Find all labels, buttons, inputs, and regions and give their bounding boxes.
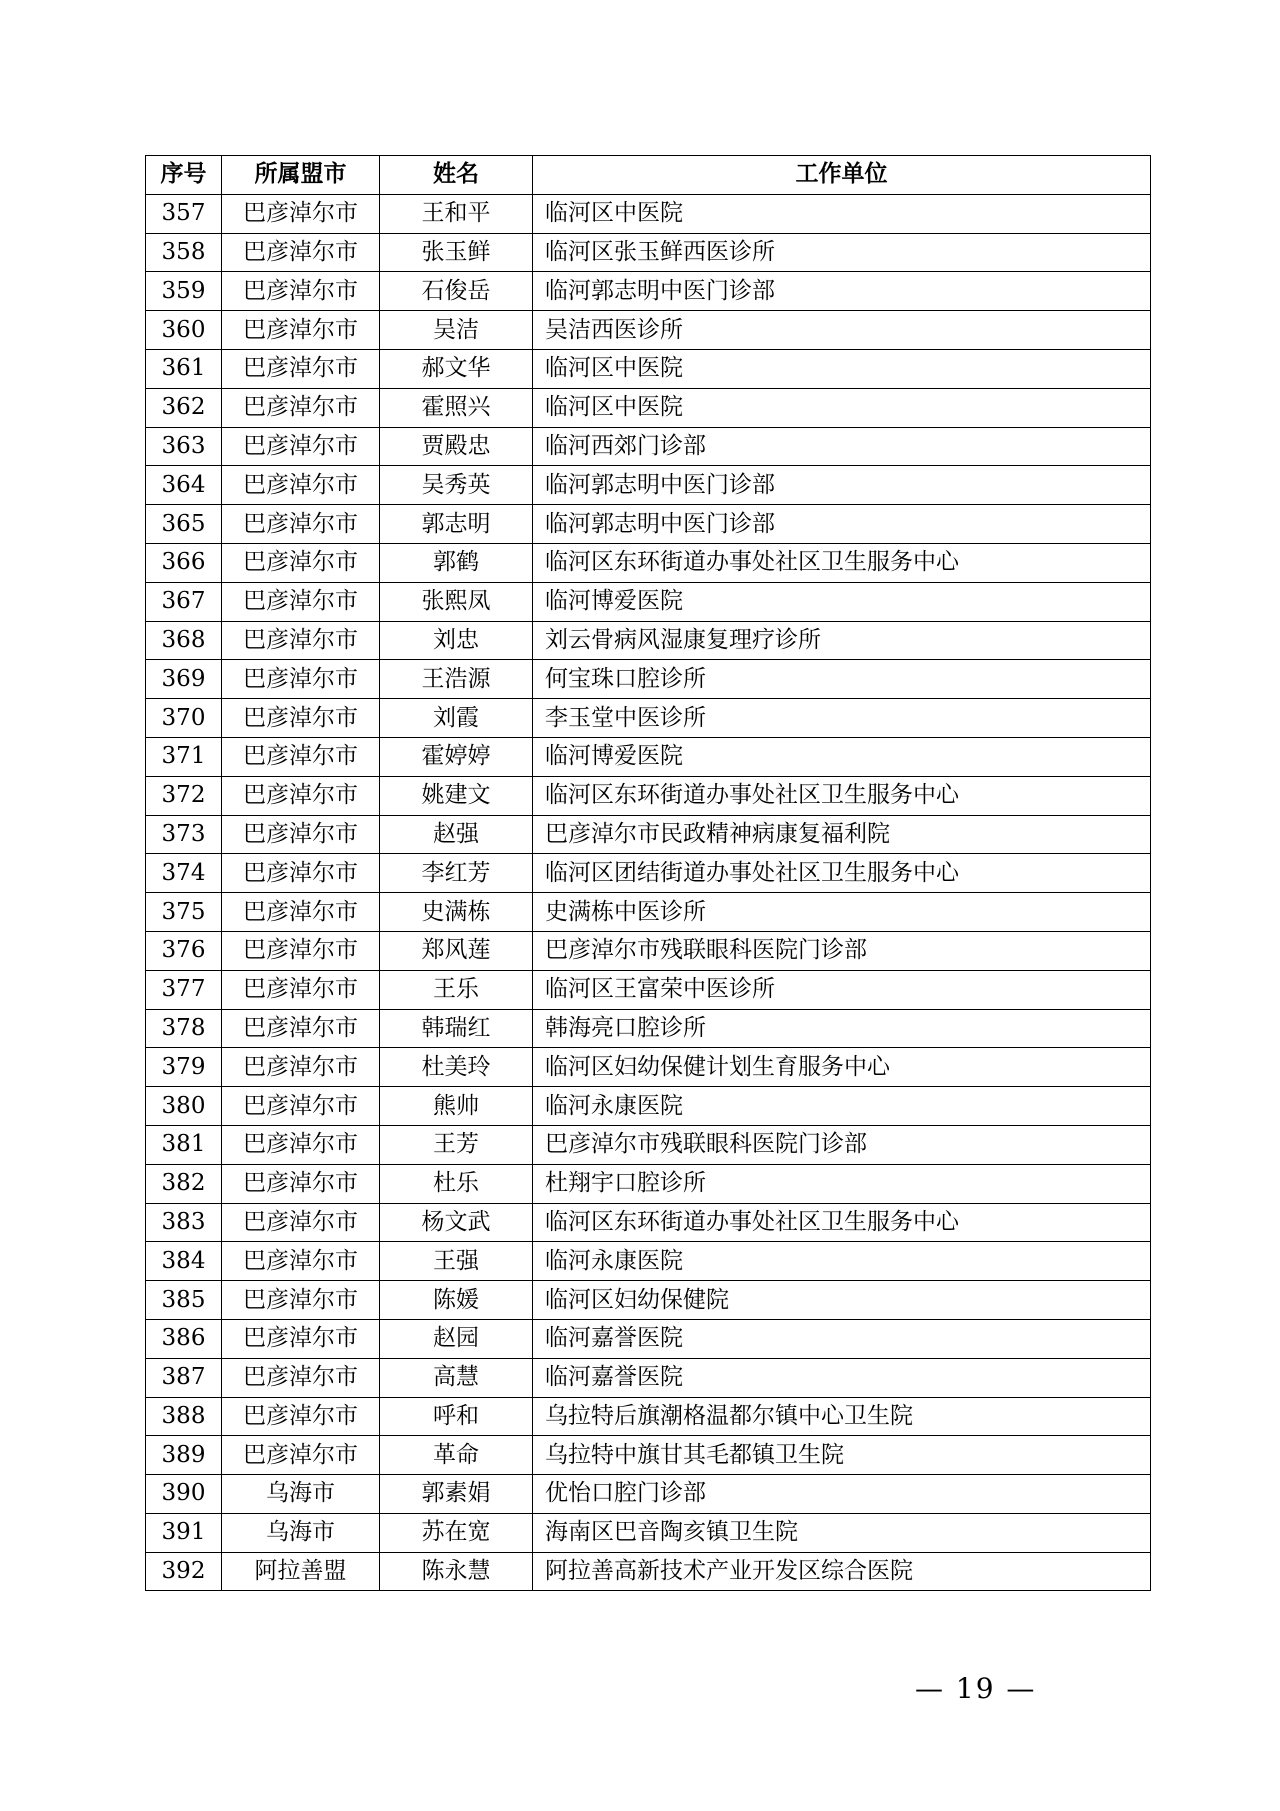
cell-league-city: 巴彦淖尔市 — [222, 388, 380, 427]
cell-serial-number: 361 — [146, 349, 222, 388]
cell-league-city: 巴彦淖尔市 — [222, 660, 380, 699]
cell-serial-number: 365 — [146, 505, 222, 544]
cell-serial-number: 364 — [146, 466, 222, 505]
table-row — [146, 1048, 1151, 1087]
cell-serial-number: 381 — [146, 1125, 222, 1164]
cell-name: 赵强 — [380, 815, 533, 854]
cell-name: 高慧 — [380, 1358, 533, 1397]
cell-serial-number: 375 — [146, 893, 222, 932]
cell-work-unit: 临河永康医院 — [533, 1087, 1151, 1126]
cell-name: 呼和 — [380, 1397, 533, 1436]
cell-serial-number: 376 — [146, 931, 222, 970]
table-row — [146, 621, 1151, 660]
table-row — [146, 854, 1151, 893]
cell-name: 吴洁 — [380, 311, 533, 350]
cell-work-unit: 临河区团结街道办事处社区卫生服务中心 — [533, 854, 1151, 893]
cell-work-unit: 临河永康医院 — [533, 1242, 1151, 1281]
cell-work-unit: 临河区中医院 — [533, 194, 1151, 233]
cell-name: 贾殿忠 — [380, 427, 533, 466]
table-row — [146, 815, 1151, 854]
cell-serial-number: 373 — [146, 815, 222, 854]
cell-work-unit: 临河区东环街道办事处社区卫生服务中心 — [533, 776, 1151, 815]
table-row — [146, 388, 1151, 427]
table-row — [146, 1358, 1151, 1397]
table-row — [146, 1281, 1151, 1320]
cell-serial-number: 368 — [146, 621, 222, 660]
cell-name: 革命 — [380, 1436, 533, 1475]
table-row — [146, 660, 1151, 699]
cell-work-unit: 临河区东环街道办事处社区卫生服务中心 — [533, 543, 1151, 582]
cell-league-city: 巴彦淖尔市 — [222, 1125, 380, 1164]
cell-name: 石俊岳 — [380, 272, 533, 311]
cell-serial-number: 378 — [146, 1009, 222, 1048]
cell-name: 杜美玲 — [380, 1048, 533, 1087]
table-row — [146, 699, 1151, 738]
cell-name: 郭志明 — [380, 505, 533, 544]
cell-serial-number: 370 — [146, 699, 222, 738]
cell-name: 熊帅 — [380, 1087, 533, 1126]
cell-work-unit: 韩海亮口腔诊所 — [533, 1009, 1151, 1048]
cell-work-unit: 巴彦淖尔市残联眼科医院门诊部 — [533, 931, 1151, 970]
cell-league-city: 巴彦淖尔市 — [222, 699, 380, 738]
cell-work-unit: 临河区中医院 — [533, 388, 1151, 427]
cell-league-city: 巴彦淖尔市 — [222, 970, 380, 1009]
cell-league-city: 巴彦淖尔市 — [222, 931, 380, 970]
cell-league-city: 巴彦淖尔市 — [222, 349, 380, 388]
cell-league-city: 巴彦淖尔市 — [222, 194, 380, 233]
cell-work-unit: 史满栋中医诊所 — [533, 893, 1151, 932]
cell-serial-number: 366 — [146, 543, 222, 582]
cell-name: 郑风莲 — [380, 931, 533, 970]
cell-serial-number: 385 — [146, 1281, 222, 1320]
table-row — [146, 194, 1151, 233]
cell-work-unit: 阿拉善高新技术产业开发区综合医院 — [533, 1552, 1151, 1591]
cell-league-city: 巴彦淖尔市 — [222, 1358, 380, 1397]
cell-work-unit: 临河郭志明中医门诊部 — [533, 466, 1151, 505]
cell-work-unit: 临河区王富荣中医诊所 — [533, 970, 1151, 1009]
cell-name: 霍婷婷 — [380, 737, 533, 776]
cell-name: 杜乐 — [380, 1164, 533, 1203]
cell-name: 王乐 — [380, 970, 533, 1009]
cell-name: 郭鹤 — [380, 543, 533, 582]
cell-work-unit: 吴洁西医诊所 — [533, 311, 1151, 350]
cell-name: 史满栋 — [380, 893, 533, 932]
cell-work-unit: 临河嘉誉医院 — [533, 1319, 1151, 1358]
table-header-row — [146, 156, 1151, 195]
cell-serial-number: 379 — [146, 1048, 222, 1087]
table-row — [146, 1552, 1151, 1591]
cell-league-city: 巴彦淖尔市 — [222, 1087, 380, 1126]
cell-serial-number: 377 — [146, 970, 222, 1009]
cell-name: 刘霞 — [380, 699, 533, 738]
cell-work-unit: 临河西郊门诊部 — [533, 427, 1151, 466]
table-row — [146, 349, 1151, 388]
cell-name: 郭素娟 — [380, 1475, 533, 1514]
header-work-unit: 工作单位 — [533, 156, 1151, 195]
cell-serial-number: 386 — [146, 1319, 222, 1358]
cell-serial-number: 362 — [146, 388, 222, 427]
table-row — [146, 931, 1151, 970]
table-row — [146, 233, 1151, 272]
cell-serial-number: 383 — [146, 1203, 222, 1242]
table-row — [146, 582, 1151, 621]
cell-name: 王芳 — [380, 1125, 533, 1164]
cell-league-city: 巴彦淖尔市 — [222, 311, 380, 350]
table-body — [146, 194, 1151, 1591]
cell-work-unit: 临河郭志明中医门诊部 — [533, 272, 1151, 311]
table-row — [146, 893, 1151, 932]
cell-work-unit: 临河区妇幼保健计划生育服务中心 — [533, 1048, 1151, 1087]
cell-serial-number: 380 — [146, 1087, 222, 1126]
cell-serial-number: 382 — [146, 1164, 222, 1203]
table-row — [146, 1436, 1151, 1475]
cell-serial-number: 372 — [146, 776, 222, 815]
cell-work-unit: 李玉堂中医诊所 — [533, 699, 1151, 738]
cell-name: 姚建文 — [380, 776, 533, 815]
cell-name: 韩瑞红 — [380, 1009, 533, 1048]
cell-work-unit: 临河区妇幼保健院 — [533, 1281, 1151, 1320]
cell-league-city: 阿拉善盟 — [222, 1552, 380, 1591]
table-row — [146, 1513, 1151, 1552]
cell-name: 王强 — [380, 1242, 533, 1281]
cell-league-city: 巴彦淖尔市 — [222, 1436, 380, 1475]
table-row — [146, 1203, 1151, 1242]
cell-name: 张熙凤 — [380, 582, 533, 621]
table-row — [146, 1087, 1151, 1126]
cell-league-city: 巴彦淖尔市 — [222, 737, 380, 776]
cell-serial-number: 363 — [146, 427, 222, 466]
cell-league-city: 巴彦淖尔市 — [222, 233, 380, 272]
cell-work-unit: 海南区巴音陶亥镇卫生院 — [533, 1513, 1151, 1552]
cell-serial-number: 360 — [146, 311, 222, 350]
table-row — [146, 466, 1151, 505]
roster-table — [145, 155, 1151, 1591]
cell-work-unit: 临河区东环街道办事处社区卫生服务中心 — [533, 1203, 1151, 1242]
table-row — [146, 737, 1151, 776]
cell-name: 郝文华 — [380, 349, 533, 388]
cell-serial-number: 391 — [146, 1513, 222, 1552]
cell-work-unit: 刘云骨病风湿康复理疗诊所 — [533, 621, 1151, 660]
header-serial-number: 序号 — [146, 156, 222, 195]
cell-league-city: 巴彦淖尔市 — [222, 893, 380, 932]
cell-serial-number: 392 — [146, 1552, 222, 1591]
cell-league-city: 巴彦淖尔市 — [222, 776, 380, 815]
table-row — [146, 1397, 1151, 1436]
cell-name: 吴秀英 — [380, 466, 533, 505]
cell-work-unit: 巴彦淖尔市民政精神病康复福利院 — [533, 815, 1151, 854]
cell-work-unit: 乌拉特后旗潮格温都尔镇中心卫生院 — [533, 1397, 1151, 1436]
cell-work-unit: 临河博爱医院 — [533, 582, 1151, 621]
cell-work-unit: 临河区中医院 — [533, 349, 1151, 388]
cell-serial-number: 388 — [146, 1397, 222, 1436]
header-name: 姓名 — [380, 156, 533, 195]
cell-league-city: 巴彦淖尔市 — [222, 1164, 380, 1203]
cell-work-unit: 优怡口腔门诊部 — [533, 1475, 1151, 1514]
cell-serial-number: 358 — [146, 233, 222, 272]
cell-league-city: 巴彦淖尔市 — [222, 1281, 380, 1320]
cell-league-city: 巴彦淖尔市 — [222, 1048, 380, 1087]
cell-league-city: 巴彦淖尔市 — [222, 272, 380, 311]
cell-serial-number: 390 — [146, 1475, 222, 1514]
cell-league-city: 乌海市 — [222, 1475, 380, 1514]
table-row — [146, 311, 1151, 350]
cell-league-city: 巴彦淖尔市 — [222, 543, 380, 582]
table-row — [146, 1009, 1151, 1048]
cell-work-unit: 巴彦淖尔市残联眼科医院门诊部 — [533, 1125, 1151, 1164]
cell-league-city: 乌海市 — [222, 1513, 380, 1552]
cell-serial-number: 359 — [146, 272, 222, 311]
cell-league-city: 巴彦淖尔市 — [222, 1319, 380, 1358]
table-row — [146, 1164, 1151, 1203]
cell-name: 杨文武 — [380, 1203, 533, 1242]
cell-league-city: 巴彦淖尔市 — [222, 427, 380, 466]
cell-league-city: 巴彦淖尔市 — [222, 1009, 380, 1048]
cell-league-city: 巴彦淖尔市 — [222, 466, 380, 505]
cell-work-unit: 临河博爱医院 — [533, 737, 1151, 776]
cell-work-unit: 杜翔宇口腔诊所 — [533, 1164, 1151, 1203]
table-row — [146, 272, 1151, 311]
cell-serial-number: 384 — [146, 1242, 222, 1281]
table-row — [146, 1319, 1151, 1358]
cell-name: 张玉鲜 — [380, 233, 533, 272]
cell-work-unit: 临河郭志明中医门诊部 — [533, 505, 1151, 544]
cell-league-city: 巴彦淖尔市 — [222, 815, 380, 854]
cell-serial-number: 357 — [146, 194, 222, 233]
cell-work-unit: 何宝珠口腔诊所 — [533, 660, 1151, 699]
cell-serial-number: 367 — [146, 582, 222, 621]
cell-work-unit: 乌拉特中旗甘其毛都镇卫生院 — [533, 1436, 1151, 1475]
table-row — [146, 1242, 1151, 1281]
cell-league-city: 巴彦淖尔市 — [222, 854, 380, 893]
cell-name: 陈永慧 — [380, 1552, 533, 1591]
cell-name: 王和平 — [380, 194, 533, 233]
cell-league-city: 巴彦淖尔市 — [222, 1397, 380, 1436]
cell-league-city: 巴彦淖尔市 — [222, 505, 380, 544]
cell-serial-number: 369 — [146, 660, 222, 699]
cell-league-city: 巴彦淖尔市 — [222, 1242, 380, 1281]
cell-serial-number: 389 — [146, 1436, 222, 1475]
cell-name: 李红芳 — [380, 854, 533, 893]
table-row — [146, 1125, 1151, 1164]
table-row — [146, 1475, 1151, 1514]
cell-name: 刘忠 — [380, 621, 533, 660]
table-row — [146, 543, 1151, 582]
cell-serial-number: 387 — [146, 1358, 222, 1397]
cell-league-city: 巴彦淖尔市 — [222, 1203, 380, 1242]
header-league-city: 所属盟市 — [222, 156, 380, 195]
cell-work-unit: 临河区张玉鲜西医诊所 — [533, 233, 1151, 272]
cell-name: 霍照兴 — [380, 388, 533, 427]
cell-serial-number: 374 — [146, 854, 222, 893]
cell-name: 陈媛 — [380, 1281, 533, 1320]
table-row — [146, 505, 1151, 544]
cell-work-unit: 临河嘉誉医院 — [533, 1358, 1151, 1397]
table-row — [146, 427, 1151, 466]
cell-league-city: 巴彦淖尔市 — [222, 621, 380, 660]
cell-name: 王浩源 — [380, 660, 533, 699]
cell-name: 赵园 — [380, 1319, 533, 1358]
table-row — [146, 776, 1151, 815]
cell-league-city: 巴彦淖尔市 — [222, 582, 380, 621]
cell-serial-number: 371 — [146, 737, 222, 776]
cell-name: 苏在宽 — [380, 1513, 533, 1552]
page-number: — 19 — — [915, 1672, 1037, 1705]
table-row — [146, 970, 1151, 1009]
